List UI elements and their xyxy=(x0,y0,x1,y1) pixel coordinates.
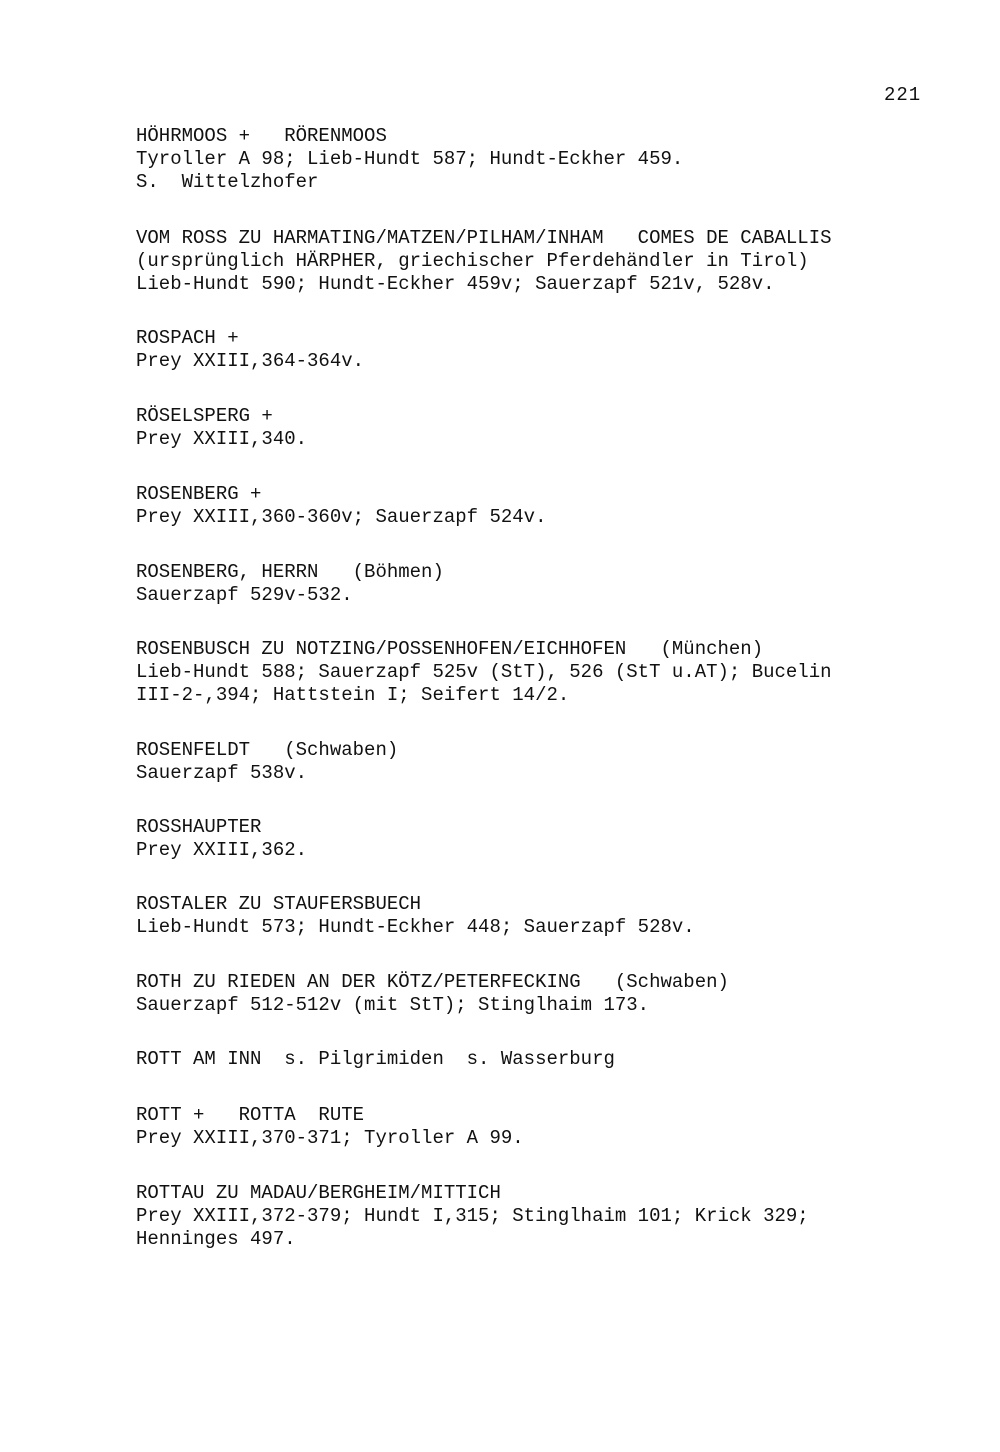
entry-line: Sauerzapf 512-512v (mit StT); Stinglhaim 173. xyxy=(136,994,650,1016)
entry-line: Prey XXIII,340. xyxy=(136,428,308,450)
entry-line: Tyroller A 98; Lieb-Hundt 587; Hundt-Eckher 459. xyxy=(136,148,684,170)
entry-line: S. Wittelzhofer xyxy=(136,171,319,193)
entry-vom-ross xyxy=(136,227,966,296)
entry-heading: ROSTALER ZU STAUFERSBUECH xyxy=(136,893,422,915)
entry-heading: ROSPACH + xyxy=(136,327,239,349)
entry-line: Lieb-Hundt 588; Sauerzapf 525v (StT), 526 (StT u.AT); Bucelin xyxy=(136,661,832,683)
entry-line: Sauerzapf 529v-532. xyxy=(136,584,353,606)
entry-heading: ROSENBUSCH ZU NOTZING/POSSENHOFEN/EICHHOFEN (München) xyxy=(136,638,764,660)
entry-heading: ROSENFELDT (Schwaben) xyxy=(136,739,399,761)
entry-heading: ROTT AM INN s. Pilgrimiden s. Wasserburg xyxy=(136,1048,615,1070)
entry-rospach xyxy=(136,327,966,373)
entry-rott-am-inn xyxy=(136,1048,966,1071)
entry-line: Prey XXIII,362. xyxy=(136,839,308,861)
page-number: 221 xyxy=(884,84,922,106)
entry-line: Lieb-Hundt 590; Hundt-Eckher 459v; Sauerzapf 521v, 528v. xyxy=(136,273,775,295)
entry-line: Prey XXIII,364-364v. xyxy=(136,350,365,372)
entry-heading: VOM ROSS ZU HARMATING/MATZEN/PILHAM/INHAM COMES DE CABALLIS xyxy=(136,227,832,249)
entry-heading: ROTT + ROTTA RUTE xyxy=(136,1104,365,1126)
entry-rott xyxy=(136,1104,966,1150)
entry-rottau xyxy=(136,1182,966,1251)
entry-rosenfeldt xyxy=(136,739,966,785)
entry-line: Prey XXIII,360-360v; Sauerzapf 524v. xyxy=(136,506,547,528)
entry-line: (ursprünglich HÄRPHER, griechischer Pferdehändler in Tirol) xyxy=(136,250,809,272)
entry-rosenbusch xyxy=(136,638,966,707)
entry-line: Sauerzapf 538v. xyxy=(136,762,308,784)
entry-line: III-2-,394; Hattstein I; Seifert 14/2. xyxy=(136,684,570,706)
entry-line: Henninges 497. xyxy=(136,1228,296,1250)
entry-heading: ROTH ZU RIEDEN AN DER KÖTZ/PETERFECKING (Schwaben) xyxy=(136,971,729,993)
entry-heading: HÖHRMOOS + RÖRENMOOS xyxy=(136,125,387,147)
entry-heading: ROSENBERG + xyxy=(136,483,262,505)
entry-heading: ROSSHAUPTER xyxy=(136,816,262,838)
entry-heading: ROTTAU ZU MADAU/BERGHEIM/MITTICH xyxy=(136,1182,501,1204)
entry-rosenberg-herrn xyxy=(136,561,966,607)
entry-roeselsperg xyxy=(136,405,966,451)
entry-heading: ROSENBERG, HERRN (Böhmen) xyxy=(136,561,444,583)
entry-hoehrmoos xyxy=(136,125,966,194)
entry-line: Lieb-Hundt 573; Hundt-Eckher 448; Sauerzapf 528v. xyxy=(136,916,695,938)
entry-rosenberg xyxy=(136,483,966,529)
entry-line: Prey XXIII,370-371; Tyroller A 99. xyxy=(136,1127,524,1149)
entry-roth xyxy=(136,971,966,1017)
entry-rosshaupter xyxy=(136,816,966,862)
entry-rostaler xyxy=(136,893,966,939)
entry-line: Prey XXIII,372-379; Hundt I,315; Stinglhaim 101; Krick 329; xyxy=(136,1205,809,1227)
entry-heading: RÖSELSPERG + xyxy=(136,405,273,427)
